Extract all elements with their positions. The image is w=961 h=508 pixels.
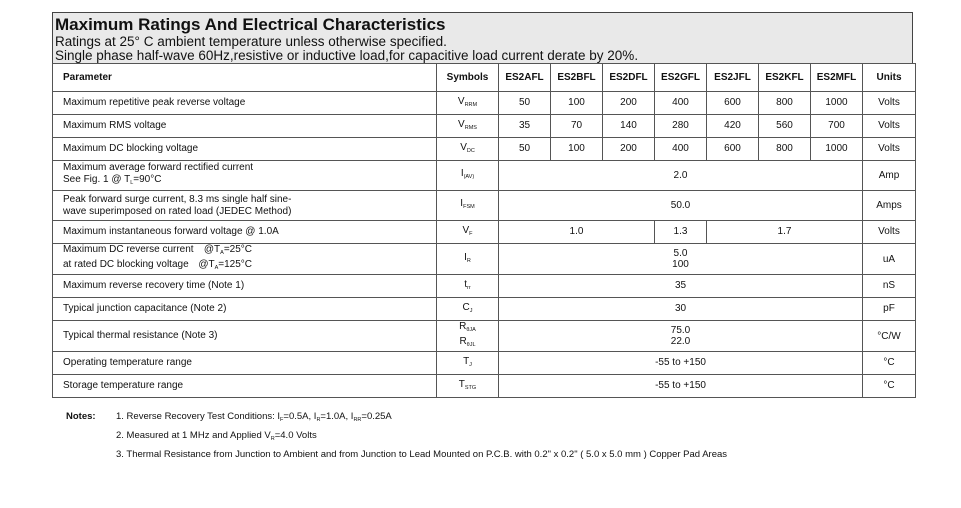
- value-cell: 50: [499, 92, 551, 115]
- table-row: [53, 244, 916, 275]
- table-row: [53, 115, 916, 138]
- symbol-cell: $T_{STG}$: [437, 375, 499, 398]
- param-cell: Maximum DC reverse current $@T_A=25^\circ C$ at rated DC blocking voltage $@T_A=125^\circ C$: [53, 244, 437, 275]
- value-cell: 280: [655, 115, 707, 138]
- table-row: [53, 161, 916, 191]
- symbol-cell: $V_{DC}$: [437, 138, 499, 161]
- param-cell: Peak forward surge current, 8.3 ms single half sine- wave superimposed on rated load (JEDEC Method): [53, 191, 437, 221]
- col-part: ES2AFL: [499, 64, 551, 92]
- value-cell: 400: [655, 92, 707, 115]
- unit-cell: °C: [863, 375, 916, 398]
- symbol-cell: $t_{rr}$: [437, 275, 499, 298]
- note-1: 1. Reverse Recovery Test Conditions: $I_F=0.5A$, $I_R=1.0A$, $I_{RR}=0.25A$: [116, 411, 392, 423]
- param-cell: Storage temperature range: [53, 375, 437, 398]
- value-cell: 2.0: [499, 161, 863, 191]
- table-row: [53, 375, 916, 398]
- param-cell: Maximum instantaneous forward voltage @ 1.0A: [53, 221, 437, 244]
- col-part: ES2MFL: [811, 64, 863, 92]
- ratings-table: [52, 63, 916, 398]
- value-cell: 50: [499, 138, 551, 161]
- col-part: ES2BFL: [551, 64, 603, 92]
- value-cell: 1.0: [499, 221, 655, 244]
- ratings-note: Ratings at 25° C ambient temperature unless otherwise specified.: [55, 34, 447, 49]
- value-cell: 560: [759, 115, 811, 138]
- value-cell: 600: [707, 92, 759, 115]
- value-cell: 35: [499, 275, 863, 298]
- load-note: Single phase half-wave 60Hz,resistive or inductive load,for capacitive load current derate by 20%.: [55, 48, 639, 63]
- value-cell: 5.0 100: [499, 244, 863, 275]
- table-row: [53, 191, 916, 221]
- value-cell: 700: [811, 115, 863, 138]
- param-cell: Typical thermal resistance (Note 3): [53, 321, 437, 352]
- value-cell: 800: [759, 92, 811, 115]
- value-cell: 200: [603, 92, 655, 115]
- unit-cell: pF: [863, 298, 916, 321]
- col-parameter: Parameter: [53, 64, 437, 92]
- param-cell: Maximum average forward rectified current See Fig. 1 @ $T_L=90^\circ C$: [53, 161, 437, 191]
- value-cell: 140: [603, 115, 655, 138]
- value-cell: 35: [499, 115, 551, 138]
- value-cell: 420: [707, 115, 759, 138]
- symbol-cell: $R_{\theta JA}$ $R_{\theta JL}$: [437, 321, 499, 352]
- table-row: [53, 138, 916, 161]
- symbol-cell: $I_{FSM}$: [437, 191, 499, 221]
- param-cell: Maximum repetitive peak reverse voltage: [53, 92, 437, 115]
- symbol-cell: $V_F$: [437, 221, 499, 244]
- note-2: 2. Measured at 1 MHz and Applied $V_R=4.0$ Volts: [116, 430, 317, 442]
- value-cell: 1.3: [655, 221, 707, 244]
- col-part: ES2JFL: [707, 64, 759, 92]
- col-units: Units: [863, 64, 916, 92]
- param-cell: Maximum DC blocking voltage: [53, 138, 437, 161]
- value-cell: 200: [603, 138, 655, 161]
- value-cell: -55 to +150: [499, 352, 863, 375]
- datasheet-section: [52, 12, 913, 398]
- unit-cell: °C/W: [863, 321, 916, 352]
- symbol-cell: $I_R$: [437, 244, 499, 275]
- unit-cell: nS: [863, 275, 916, 298]
- value-cell: 1.7: [707, 221, 863, 244]
- param-cell: Maximum RMS voltage: [53, 115, 437, 138]
- unit-cell: Volts: [863, 221, 916, 244]
- unit-cell: Volts: [863, 138, 916, 161]
- value-cell: 70: [551, 115, 603, 138]
- param-cell: Typical junction capacitance (Note 2): [53, 298, 437, 321]
- unit-cell: Volts: [863, 92, 916, 115]
- table-row: [53, 221, 916, 244]
- value-cell: 30: [499, 298, 863, 321]
- unit-cell: °C: [863, 352, 916, 375]
- symbol-cell: $V_{RRM}$: [437, 92, 499, 115]
- value-cell: 600: [707, 138, 759, 161]
- table-row: [53, 321, 916, 352]
- section-header: [52, 12, 913, 63]
- table-header-row: [53, 64, 916, 92]
- note-3: 3. Thermal Resistance from Junction to Ambient and from Junction to Lead Mounted on P.C.B. with 0.2" x 0.2" ( 5.0 x 5.0 mm ) Copper Pad Areas: [116, 449, 728, 460]
- symbol-cell: $C_J$: [437, 298, 499, 321]
- unit-cell: Amps: [863, 191, 916, 221]
- unit-cell: Volts: [863, 115, 916, 138]
- value-cell: 50.0: [499, 191, 863, 221]
- value-cell: -55 to +150: [499, 375, 863, 398]
- col-part: ES2DFL: [603, 64, 655, 92]
- value-cell: 75.0 22.0: [499, 321, 863, 352]
- symbol-cell: $V_{RMS}$: [437, 115, 499, 138]
- notes-label: Notes:: [66, 411, 96, 422]
- table-row: [53, 298, 916, 321]
- col-symbols: Symbols: [437, 64, 499, 92]
- table-row: [53, 92, 916, 115]
- param-cell: Operating temperature range: [53, 352, 437, 375]
- value-cell: 100: [551, 92, 603, 115]
- symbol-cell: $T_J$: [437, 352, 499, 375]
- col-part: ES2GFL: [655, 64, 707, 92]
- value-cell: 1000: [811, 92, 863, 115]
- symbol-cell: $I_{(AV)}$: [437, 161, 499, 191]
- value-cell: 800: [759, 138, 811, 161]
- param-cell: Maximum reverse recovery time (Note 1): [53, 275, 437, 298]
- unit-cell: uA: [863, 244, 916, 275]
- value-cell: 400: [655, 138, 707, 161]
- value-cell: 1000: [811, 138, 863, 161]
- unit-cell: Amp: [863, 161, 916, 191]
- section-title: Maximum Ratings And Electrical Characteristics: [55, 15, 446, 34]
- col-part: ES2KFL: [759, 64, 811, 92]
- value-cell: 100: [551, 138, 603, 161]
- table-row: [53, 275, 916, 298]
- table-row: [53, 352, 916, 375]
